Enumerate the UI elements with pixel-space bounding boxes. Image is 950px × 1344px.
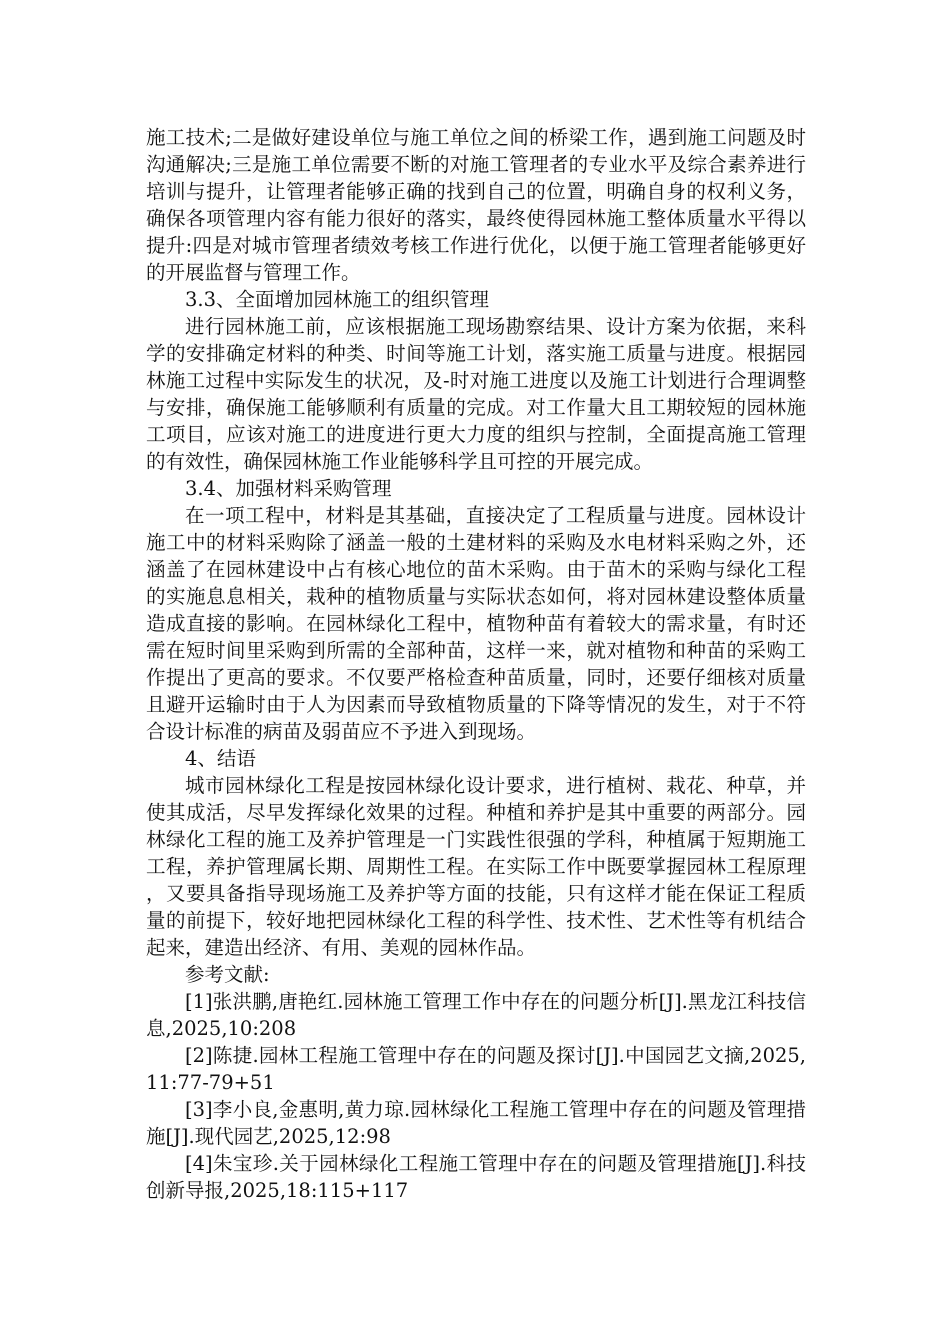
section-4-body: 城市园林绿化工程是按园林绿化设计要求，进行植树、栽花、种草，并使其成活，尽早发挥绿化效果的过程。种植和养护是其中重要的两部分。园林绿化工程的施工及养护管理是一门实践性很强的学科，种植属于短期施工工程，养护管理属长期、周期性工程。在实际工作中既要掌握园林工程原理，又要具备指导现场施工及养护等方面的技能，只有这样才能在保证工程质量的前提下，较好地把园林绿化工程的科学性、技术性、艺术性等有机结合起来，建造出经济、有用、美观的园林作品。 (146, 774, 806, 959)
references-heading: 参考文献: (185, 963, 270, 986)
section-4-heading: 4、结语 (185, 747, 256, 770)
references-section (146, 961, 806, 1204)
section-3-3-body: 进行园林施工前，应该根据施工现场勘察结果、设计方案为依据，来科学的安排确定材料的种类、时间等施工计划，落实施工质量与进度。根据园林施工过程中实际发生的状况，及-时对施工进度以及施工计划进行合理调整与安排，确保施工能够顺利有质量的完成。对工作量大且工期较短的园林施工项目，应该对施工的进度进行更大力度的组织与控制，全面提高施工管理的有效性，确保园林施工作业能够科学且可控的开展完成。 (146, 315, 806, 473)
opening-paragraph: 施工技术;二是做好建设单位与施工单位之间的桥梁工作，遇到施工问题及时沟通解决;三是施工单位需要不断的对施工管理者的专业水平及综合素养进行培训与提升，让管理者能够正确的找到自己的位置，明确自身的权利义务，确保各项管理内容有能力很好的落实，最终使得园林施工整体质量水平得以提升:四是对城市管理者绩效考核工作进行优化，以便于施工管理者能够更好的开展监督与管理工作。 (146, 126, 806, 284)
reference-item: [2]陈捷.园林工程施工管理中存在的问题及探讨[J].中国园艺文摘,2025,11:77-79+51 (146, 1044, 806, 1094)
reference-item: [3]李小良,金惠明,黄力琼.园林绿化工程施工管理中存在的问题及管理措施[J].现代园艺,2025,12:98 (146, 1098, 806, 1148)
section-3-4-body: 在一项工程中，材料是其基础，直接决定了工程质量与进度。园林设计施工中的材料采购除了涵盖一般的土建材料的采购及水电材料采购之外，还涵盖了在园林建设中占有核心地位的苗木采购。由于苗木的采购与绿化工程的实施息息相关，栽种的植物质量与实际状态如何，将对园林建设整体质量造成直接的影响。在园林绿化工程中，植物种苗有着较大的需求量，有时还需在短时间里采购到所需的全部种苗，这样一来，就对植物和种苗的采购工作提出了更高的要求。不仅要严格检查种苗质量，同时，还要仔细核对质量且避开运输时由于人为因素而导致植物质量的下降等情况的发生，对于不符合设计标准的病苗及弱苗应不予进入到现场。 (146, 504, 806, 743)
section-3-4-heading: 3.4、加强材料采购管理 (185, 477, 392, 500)
section-3-3-heading: 3.3、全面增加园林施工的组织管理 (185, 288, 490, 311)
reference-item: [4]朱宝珍.关于园林绿化工程施工管理中存在的问题及管理措施[J].科技创新导报,2025,18:115+117 (146, 1152, 806, 1202)
reference-item: [1]张洪鹏,唐艳红.园林施工管理工作中存在的问题分析[J].黑龙江科技信息,2025,10:208 (146, 990, 806, 1040)
document-page (146, 124, 806, 1204)
